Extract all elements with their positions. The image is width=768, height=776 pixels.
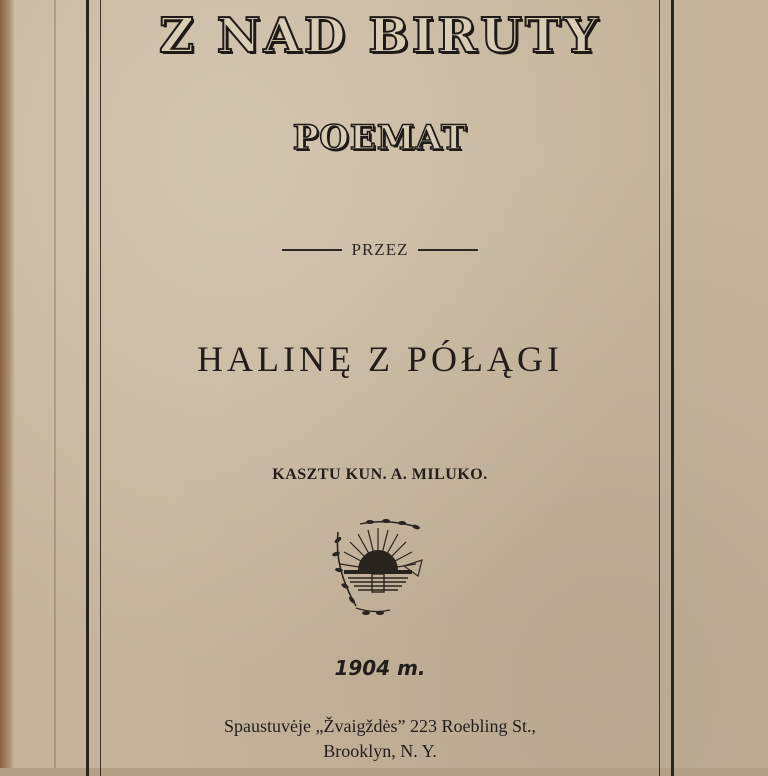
by-word: PRZEZ: [351, 240, 409, 259]
left-rule: [282, 249, 342, 251]
cover-title: Z NAD BIRUTY: [159, 8, 601, 64]
printer-imprint: [100, 714, 660, 764]
printer-line-2: Brooklyn, N. Y.: [323, 741, 437, 761]
publication-year: 1904 m.: [334, 656, 426, 680]
rising-sun-laurel-emblem-icon: [330, 518, 426, 618]
by-line: [260, 240, 500, 260]
book-spine: [0, 0, 14, 768]
printer-line-1: Spaustuvėje „Žvaigždės” 223 Roebling St.,: [224, 716, 536, 736]
publisher-line: KASZTU KUN. A. MILUKO.: [272, 466, 488, 483]
spine-fold-line: [54, 0, 56, 768]
right-rule: [418, 249, 478, 251]
author-name: HALINĘ Z PÓŁĄGI: [197, 339, 563, 379]
cover-subtitle: POEMAT: [292, 118, 468, 158]
